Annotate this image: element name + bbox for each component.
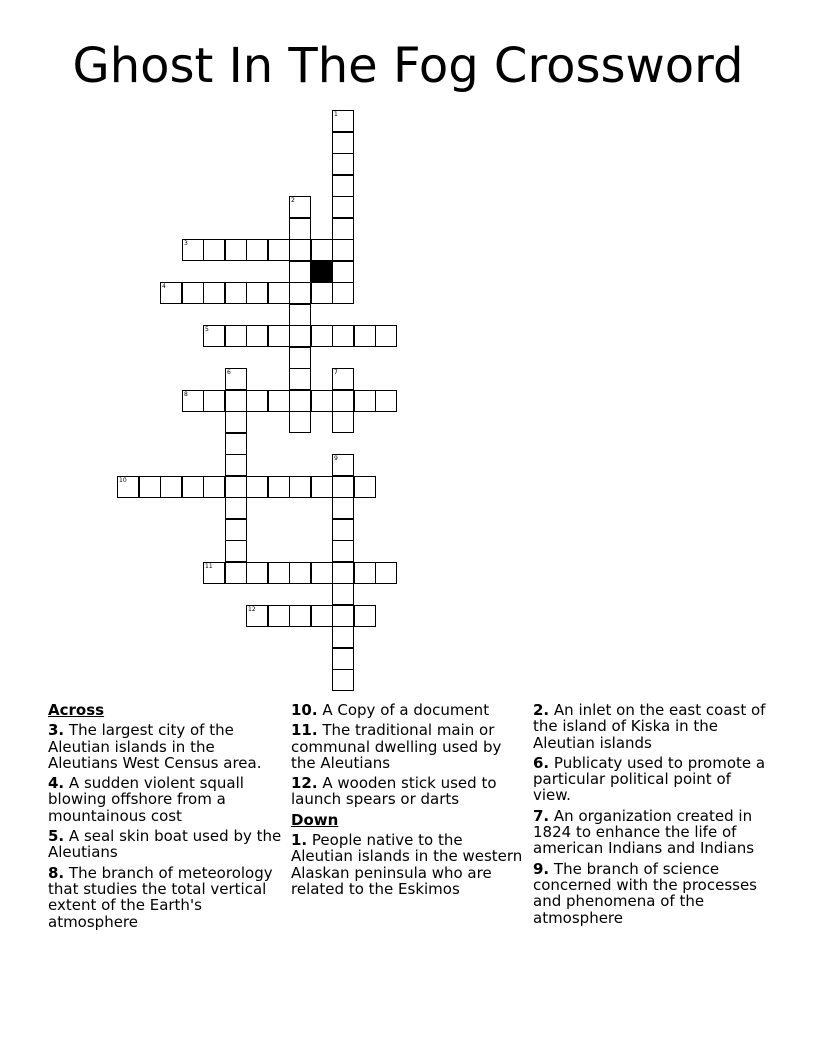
- grid-cell[interactable]: [246, 562, 268, 584]
- grid-cell[interactable]: [332, 476, 354, 498]
- grid-cell[interactable]: [182, 390, 204, 412]
- cell-number: 6: [227, 369, 231, 376]
- grid-cell[interactable]: [182, 239, 204, 261]
- clue-across-11: [291, 722, 527, 771]
- grid-cell[interactable]: [354, 390, 376, 412]
- clue-text: A seal skin boat used by the Aleutians: [48, 827, 282, 862]
- clue-column-2: [291, 702, 527, 901]
- grid-cell[interactable]: [289, 605, 311, 627]
- clue-number: 2.: [533, 701, 550, 719]
- grid-cell[interactable]: [246, 282, 268, 304]
- grid-cell[interactable]: [332, 110, 354, 132]
- down-heading: Down: [291, 810, 339, 829]
- clue-number: 9.: [533, 859, 550, 878]
- grid-cell[interactable]: [203, 476, 225, 498]
- clue-down-7: [533, 808, 769, 857]
- grid-cell[interactable]: [225, 325, 247, 347]
- grid-cell[interactable]: [354, 476, 376, 498]
- grid-cell[interactable]: [225, 519, 247, 541]
- grid-cell[interactable]: [225, 454, 247, 476]
- clue-number: 4.: [48, 774, 65, 793]
- grid-cell[interactable]: [225, 368, 247, 390]
- grid-cell[interactable]: [354, 605, 376, 627]
- grid-cell[interactable]: [332, 153, 354, 175]
- clue-column-1: [48, 702, 284, 934]
- grid-cell[interactable]: [289, 304, 311, 326]
- clue-number: 12.: [291, 774, 318, 793]
- grid-cell[interactable]: [203, 562, 225, 584]
- grid-cell[interactable]: [332, 325, 354, 347]
- grid-cell[interactable]: [139, 476, 161, 498]
- grid-cell[interactable]: [332, 411, 354, 433]
- grid-cell[interactable]: [246, 325, 268, 347]
- clue-text: Publicaty used to promote a particular political point of view.: [533, 753, 766, 805]
- grid-cell[interactable]: [289, 411, 311, 433]
- clue-number: 1.: [291, 831, 308, 850]
- clue-across-12: [291, 775, 527, 808]
- clue-across-5: [48, 828, 284, 861]
- grid-cell[interactable]: [289, 196, 311, 218]
- grid-cell[interactable]: [246, 476, 268, 498]
- grid-cell[interactable]: [117, 476, 139, 498]
- cell-number: 2: [291, 197, 295, 204]
- clue-across-3: [48, 722, 284, 771]
- grid-cell[interactable]: [289, 282, 311, 304]
- grid-cell[interactable]: [332, 626, 354, 648]
- grid-cell[interactable]: [225, 433, 247, 455]
- clue-text: The traditional main or communal dwelling used by the Aleutians: [291, 721, 502, 772]
- clue-text: A sudden violent squall blowing offshore from a mountainous cost: [48, 774, 244, 825]
- grid-cell[interactable]: [332, 454, 354, 476]
- grid-cell[interactable]: [246, 390, 268, 412]
- grid-cell[interactable]: [289, 347, 311, 369]
- grid-cell[interactable]: [289, 368, 311, 390]
- grid-cell[interactable]: [203, 325, 225, 347]
- grid-cell[interactable]: [225, 476, 247, 498]
- grid-cell[interactable]: [268, 325, 290, 347]
- grid-cell[interactable]: [332, 239, 354, 261]
- grid-cell[interactable]: [332, 648, 354, 670]
- grid-cell[interactable]: [332, 196, 354, 218]
- grid-cell[interactable]: [332, 261, 354, 283]
- grid-cell[interactable]: [332, 132, 354, 154]
- grid-cell[interactable]: [332, 175, 354, 197]
- cell-number: 11: [205, 563, 213, 570]
- grid-cell[interactable]: [332, 218, 354, 240]
- clue-text: The branch of science concerned with the processes and phenomena of the atmosphere: [533, 859, 757, 927]
- cell-number: 10: [119, 477, 127, 484]
- grid-cell[interactable]: [225, 497, 247, 519]
- clue-number: 6.: [533, 753, 550, 772]
- cell-number: 4: [162, 283, 166, 290]
- grid-cell[interactable]: [289, 218, 311, 240]
- clue-number: 8.: [48, 863, 65, 882]
- clue-down-2: [533, 702, 769, 751]
- grid-cell[interactable]: [225, 390, 247, 412]
- grid-cell[interactable]: [311, 476, 333, 498]
- grid-cell[interactable]: [160, 282, 182, 304]
- grid-cell[interactable]: [268, 562, 290, 584]
- grid-cell[interactable]: [375, 562, 397, 584]
- clue-number: 11.: [291, 721, 318, 740]
- cell-number: 12: [248, 606, 256, 613]
- grid-cell[interactable]: [268, 605, 290, 627]
- grid-cell[interactable]: [246, 605, 268, 627]
- grid-cell[interactable]: [354, 562, 376, 584]
- grid-cell[interactable]: [311, 239, 333, 261]
- grid-cell[interactable]: [332, 519, 354, 541]
- clue-text: The branch of meteorology that studies the total vertical extent of the Earth's atmosphere: [48, 863, 273, 931]
- clue-across-4: [48, 775, 284, 824]
- clue-down-9: [533, 861, 769, 926]
- grid-cell[interactable]: [332, 497, 354, 519]
- clue-down-6: [533, 755, 769, 804]
- grid-block: [311, 261, 333, 283]
- clue-text: A Copy of a document: [322, 701, 490, 719]
- grid-cell[interactable]: [289, 261, 311, 283]
- clue-down-1: [291, 832, 527, 897]
- clue-number: 10.: [291, 701, 318, 719]
- grid-cell[interactable]: [311, 562, 333, 584]
- cell-number: 3: [184, 240, 188, 247]
- grid-cell[interactable]: [225, 562, 247, 584]
- grid-cell[interactable]: [375, 325, 397, 347]
- grid-cell[interactable]: [225, 239, 247, 261]
- cell-number: 5: [205, 326, 209, 333]
- grid-cell[interactable]: [332, 390, 354, 412]
- grid-cell[interactable]: [225, 411, 247, 433]
- grid-cell[interactable]: [354, 325, 376, 347]
- clue-text: People native to the Aleutian islands in the western Alaskan peninsula who are related to the Eskimos: [291, 831, 523, 898]
- across-heading: Across: [48, 701, 105, 719]
- grid-cell[interactable]: [311, 282, 333, 304]
- grid-cell[interactable]: [332, 282, 354, 304]
- grid-cell[interactable]: [182, 476, 204, 498]
- grid-cell[interactable]: [289, 325, 311, 347]
- grid-cell[interactable]: [203, 239, 225, 261]
- grid-cell[interactable]: [268, 390, 290, 412]
- clue-number: 7.: [533, 806, 550, 825]
- grid-cell[interactable]: [332, 605, 354, 627]
- clue-across-10: [291, 702, 527, 718]
- grid-cell[interactable]: [289, 476, 311, 498]
- grid-cell[interactable]: [375, 390, 397, 412]
- grid-cell[interactable]: [311, 325, 333, 347]
- puzzle-title: Ghost In The Fog Crossword: [72, 38, 744, 94]
- clue-number: 5.: [48, 827, 65, 846]
- grid-cell[interactable]: [289, 390, 311, 412]
- clue-text: A wooden stick used to launch spears or darts: [291, 774, 497, 809]
- grid-cell[interactable]: [332, 540, 354, 562]
- grid-cell[interactable]: [225, 540, 247, 562]
- grid-cell[interactable]: [160, 476, 182, 498]
- grid-cell[interactable]: [332, 562, 354, 584]
- grid-cell[interactable]: [289, 239, 311, 261]
- clue-number: 3.: [48, 721, 65, 740]
- grid-cell[interactable]: [203, 282, 225, 304]
- grid-cell[interactable]: [332, 669, 354, 691]
- grid-cell[interactable]: [268, 239, 290, 261]
- cell-number: 9: [334, 455, 338, 462]
- grid-cell[interactable]: [311, 605, 333, 627]
- grid-cell[interactable]: [268, 282, 290, 304]
- clue-across-8: [48, 865, 284, 930]
- clue-text: An organization created in 1824 to enhance the life of american Indians and Indians: [533, 806, 755, 858]
- grid-cell[interactable]: [225, 282, 247, 304]
- grid-cell[interactable]: [332, 583, 354, 605]
- grid-cell[interactable]: [246, 239, 268, 261]
- cell-number: 7: [334, 369, 338, 376]
- cell-number: 8: [184, 391, 188, 398]
- clue-column-3: [533, 702, 769, 930]
- clue-text: An inlet on the east coast of the island of Kiska in the Aleutian islands: [533, 701, 766, 752]
- grid-cell[interactable]: [268, 476, 290, 498]
- clue-text: The largest city of the Aleutian islands in the Aleutians West Census area.: [48, 721, 262, 772]
- cell-number: 1: [334, 111, 338, 118]
- grid-cell[interactable]: [182, 282, 204, 304]
- grid-cell[interactable]: [332, 368, 354, 390]
- grid-cell[interactable]: [289, 562, 311, 584]
- grid-cell[interactable]: [203, 390, 225, 412]
- grid-cell[interactable]: [311, 390, 333, 412]
